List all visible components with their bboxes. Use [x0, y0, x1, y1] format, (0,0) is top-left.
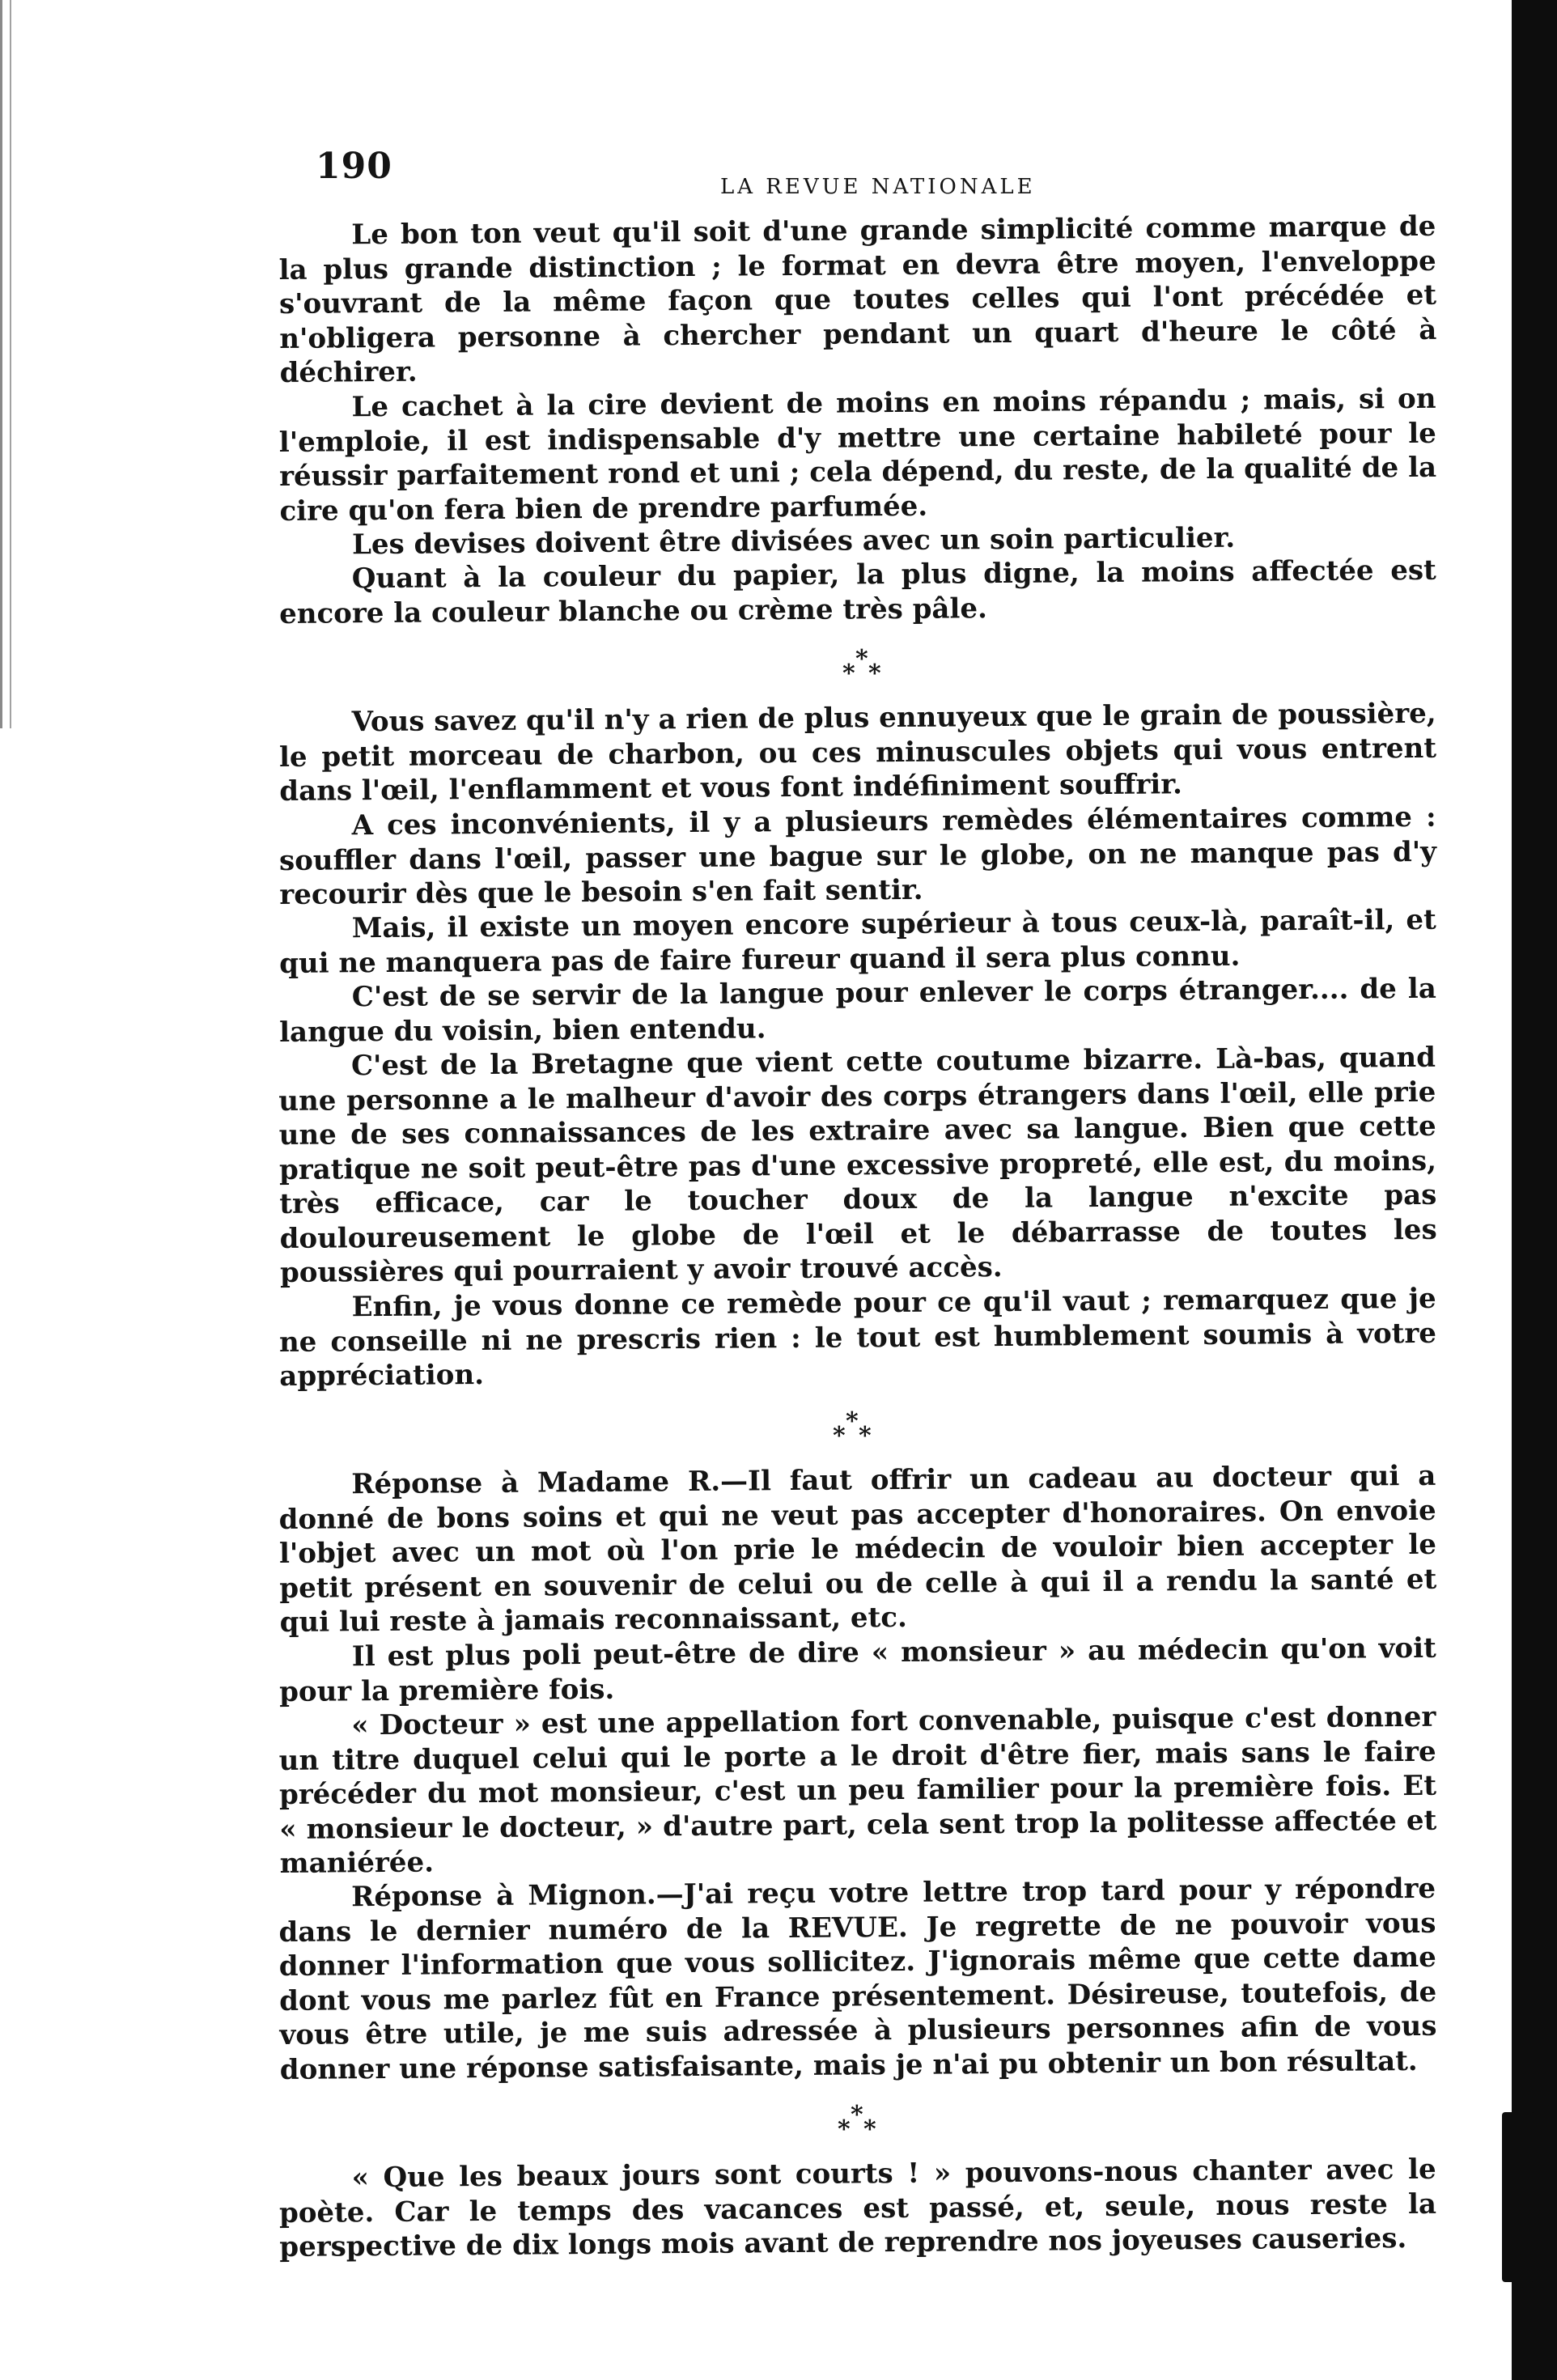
- paragraph: Quant à la couleur du papier, la plus digne, la moins affectée est encore la couleur blanche ou crème très pâle.: [279, 554, 1436, 630]
- page-number: 190: [316, 146, 392, 187]
- asterism-star: *: [851, 2101, 863, 2129]
- paragraph: C'est de se servir de la langue pour enlever le corps étranger.... de la langue du voisin, bien entendu.: [279, 972, 1436, 1049]
- paragraph: Enfin, je vous donne ce remède pour ce qu'il vaut ; remarquez que je ne conseille ni ne prescris rien : le tout est humblement soumis à votre appréciation.: [278, 1282, 1437, 1393]
- paragraph: C'est de la Bretagne que vient cette coutume bizarre. Là-bas, quand une personne a le malheur d'avoir des corps étrangers dans l'œil, elle prie une de ses connaissances de les extraire avec sa langue. Bien que cette pratique ne soit peut-être pas d'une excessive propreté, elle est, du moins, très efficace, car le toucher doux de la langue n'excite pas douloureusement le globe de l'œil et le débarrasse de toutes les poussières qui pourraient y avoir trouvé accès.: [278, 1041, 1437, 1289]
- asterism-separator: [279, 1394, 1436, 1468]
- paragraph: Le bon ton veut qu'il soit d'une grande simplicité comme marque de la plus grande distinction ; le format en devra être moyen, l'enveloppe s'ouvrant de la même façon que toutes celles qui l'ont précédée et n'obligera personne à chercher pendant un quart d'heure le côté à déchirer.: [278, 210, 1437, 389]
- paragraph: A ces inconvénients, il y a plusieurs remèdes élémentaires comme : souffler dans l'œil, passer une bague sur le globe, on ne manque pas d'y recourir dès que le besoin s'en fait sentir.: [278, 800, 1437, 911]
- section-replies: [278, 1459, 1437, 2087]
- article-body: [278, 210, 1437, 2265]
- asterism-star: *: [846, 1407, 859, 1436]
- paragraph: Il est plus poli peut-être de dire « monsieur » au médecin qu'on voit pour la première fois.: [279, 1631, 1436, 1708]
- paragraph: Le cachet à la cire devient de moins en moins répandu ; mais, si on l'emploie, il est indispensable d'y mettre une certaine habileté pour le réussir parfaitement rond et uni ; cela dépend, du reste, de la qualité de la cire qu'on fera bien de prendre parfumée.: [278, 382, 1437, 527]
- running-title: LA REVUE NATIONALE: [720, 175, 1036, 199]
- paragraph: Réponse à Mignon.—J'ai reçu votre lettre trop tard pour y répondre dans le dernier numéro de la REVUE. Je regrette de ne pouvoir vous donner l'information que vous sollicitez. J'ignorais même que cette dame dont vous me parlez fût en France présentement. Désireuse, toutefois, de vous être utile, je me suis adressée à plusieurs personnes afin de vous donner une réponse satisfaisante, mais je n'ai pu obtenir un bon résultat.: [278, 1872, 1437, 2086]
- asterism-star: *: [842, 660, 855, 688]
- asterism-star: *: [868, 660, 881, 688]
- asterism-separator: [279, 2087, 1436, 2162]
- paragraph: « Docteur » est une appellation fort convenable, puisque c'est donner un titre duquel celui qui le porte a le droit d'être fier, mais sans le faire précéder du mot monsieur, c'est un peu familier pour la première fois. Et « monsieur le docteur, » d'autre part, cela sent trop la politesse affectée et maniérée.: [278, 1700, 1437, 1880]
- asterism-separator: [279, 631, 1436, 706]
- section-closing: [278, 2153, 1437, 2265]
- paragraph: Réponse à Madame R.—Il faut offrir un cadeau au docteur qui a donné de bons soins et qui ne veut pas accepter d'honoraires. On envoie l'objet avec un mot où l'on prie le médecin de vouloir bien accepter le petit présent en souvenir de celui ou de celle à qui il a rendu la santé et qui lui reste à jamais reconnaissant, etc.: [278, 1459, 1437, 1639]
- page-right-edge-notch: [1502, 2112, 1534, 2282]
- section-eye-remedy: [278, 697, 1437, 1394]
- page-header: [316, 146, 1084, 199]
- paragraph: Vous savez qu'il n'y a rien de plus ennuyeux que le grain de poussière, le petit morceau de charbon, ou ces minuscules objets qui vous entrent dans l'œil, l'enflamment et vous font indéfiniment souffrir.: [278, 697, 1437, 808]
- asterism-star: *: [833, 1422, 846, 1450]
- page-left-edge: [0, 0, 18, 728]
- paragraph: Mais, il existe un moyen encore supérieur à tous ceux-là, paraît-il, et qui ne manquera pas de faire fureur quand il sera plus connu.: [279, 903, 1436, 980]
- section-letter-etiquette: [278, 210, 1437, 631]
- asterism-star: *: [838, 2115, 851, 2144]
- asterism-star: *: [863, 2115, 876, 2144]
- page-right-edge: [1512, 0, 1557, 2380]
- paragraph: « Que les beaux jours sont courts ! » pouvons-nous chanter avec le poète. Car le temps des vacances est passé, et, seule, nous reste la perspective de dix longs mois avant de reprendre nos joyeuses causeries.: [278, 2153, 1437, 2263]
- asterism-star: *: [859, 1422, 872, 1450]
- paragraph: Les devises doivent être divisées avec un soin particulier.: [351, 521, 1236, 561]
- asterism-star: *: [855, 645, 868, 673]
